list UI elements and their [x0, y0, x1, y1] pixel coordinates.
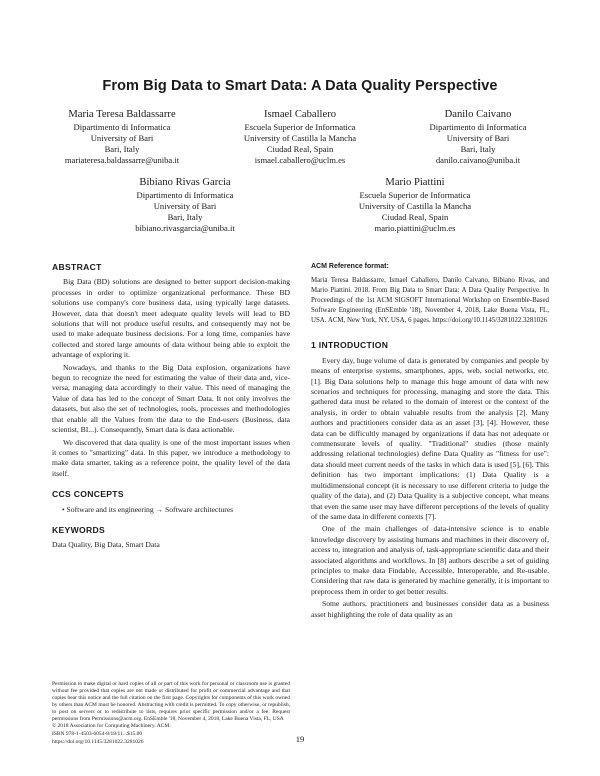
author-university: University of Bari: [446, 133, 510, 143]
author-block: [378, 108, 578, 166]
author-university: University of Bari: [153, 201, 217, 211]
author-affiliation: Dipartimento di Informatica: [136, 190, 234, 200]
author-block: [315, 176, 515, 234]
author-email[interactable]: mariateresa.baldassarre@uniba.it: [64, 155, 180, 165]
author-university: University of Castilla la Mancha: [243, 133, 357, 143]
doi-link[interactable]: https://doi.org/10.1145/3281022.3281026: [52, 739, 144, 746]
author-location: Bari, Italy: [167, 212, 203, 222]
author-university: University of Castilla la Mancha: [358, 201, 472, 211]
copyright-line: © 2018 Association for Computing Machinery. ACM.: [52, 723, 171, 730]
introduction-heading: 1 INTRODUCTION: [311, 340, 389, 351]
author-name: Mario Piattini: [385, 177, 445, 188]
introduction-paragraph: One of the main challenges of data-intensive science is to enable knowledge discovery by assisting humans and machines in their discovery of, access to, integration and analysis of, task-appropriate scientific data and their associated algorithms and workflows. In [8] authors describe a set of guiding principles to make data Findable, Accessible, Interoperable, and Re-usable. Considering that raw data is generated by machine generally, it is important to preprocess them in order to get better results.: [311, 524, 549, 596]
author-name: Danilo Caivano: [444, 109, 512, 120]
introduction-paragraph: Every day, huge volume of data is generated by companies and people by means of enterprise systems, smartphones, apps, web, social networks, etc. [1]. Big Data solutions help to manage this huge amount of data with new scenarios and techniques for processing, managing and store the data. This gathered data must be related to the domain of interest or the context of the analysis, in order to obtain valuable results from the analysis [2]. Many authors and practitioners consider data as an asset [3], [4]. However, these data can be difficultly managed by organizations if data has not adequate or commensurate levels of quality. "Traditional" studies (those mainly addressing relational technologies) define Data Quality as "fitness for use": data should meet current needs of the tasks in which data is used [5], [6]. This definition has two important implications: (1) Data Quality is a multidimensional concept (it is necessary to use different criteria to judge the quality of the data), and (2) Data Quality is a subjective concept, what means that even the same user may have different perceptions of the levels of quality of the same data in different contexts [7].: [311, 355, 549, 521]
author-block: [85, 176, 285, 234]
paper-title: From Big Data to Smart Data: A Data Quality Perspective: [102, 78, 498, 94]
author-affiliation: Dipartimento di Informatica: [429, 122, 527, 132]
ccs-item: • Software and its engineering → Software architectures: [62, 504, 234, 514]
abstract-paragraph: Big Data (BD) solutions are designed to better support decision-making processes in order to optimize organizational performance. These BD solutions use company's core business data, using typically large datasets. However, data that doesn't meet adequate quality levels will lead to BD solutions that will not produce useful results, and consequently may not be used to make adequate business decisions. For a long time, companies have collected and stored large amounts of data without being able to exploit the advantage of exploring it.: [52, 277, 290, 360]
left-column: [52, 262, 290, 553]
author-email[interactable]: bibiano.rivasgarcia@uniba.it: [135, 223, 235, 233]
author-affiliation: Escuela Superior de Informatica: [359, 190, 471, 200]
permission-text: Permission to make digital or hard copies of all or part of this work for personal or classroom use is granted without fee provided that copies are not made or distributed for profit or commercial advantage and that copies bear this notice and the full citation on the first page. Copyrights for components of this work owned by others than ACM must be honored. Abstracting with credit is permitted. To copy otherwise, or republish, to post on servers or to redistribute to lists, requires prior specific permission and/or a fee. Request permissions from Permissions@acm.org. EnSEmble '18, November 4, 2018, Lake Buena Vista, FL, USA: [52, 681, 290, 722]
author-name: Maria Teresa Baldassarre: [68, 109, 176, 120]
abstract-heading: ABSTRACT: [52, 262, 102, 272]
acm-reference-heading: ACM Reference format:: [311, 263, 389, 270]
author-location: Ciudad Real, Spain: [266, 144, 334, 154]
abstract-paragraph: We discovered that data quality is one of the most important issues when it comes to "smartizing" data. In this paper, we introduce a methodology to make data smarter, taking as a reference point, the quality level of the data itself.: [52, 437, 290, 478]
abstract-paragraph: Nowadays, and thanks to the Big Data explosion, organizations have begun to recognize the need for estimating the value of their data and, vice-versa, managing data accordingly to their value. This need of managing the Value of data has led to the concept of Smart Data. It not only involves the datasets, but also the set of technologies, tools, processes and methodologies that enable all the Values from the data to the End-users (Business, data scientist, BI...). Consequently, Smart data is data actionable.: [52, 362, 290, 435]
author-location: Bari, Italy: [104, 144, 140, 154]
author-name: Ismael Caballero: [263, 109, 337, 120]
author-email[interactable]: danilo.caivano@uniba.it: [435, 155, 521, 165]
author-university: University of Bari: [90, 133, 154, 143]
author-affiliation: Dipartimento di Informatica: [73, 122, 171, 132]
keywords-text: Data Quality, Big Data, Smart Data: [52, 540, 160, 550]
right-column: [311, 262, 549, 622]
author-affiliation: Escuela Superior de Informatica: [244, 122, 356, 132]
introduction-paragraph: Some authors, practitioners and businesses consider data as a business asset highlighting the role of data quality as an: [311, 599, 549, 619]
acm-reference-text: Maria Teresa Baldassarre, Ismael Caballero, Danilo Caivano, Bibiano Rivas, and Mario Piattini. 2018. From Big Data to Smart Data: A Data Quality Perspective. In Proceedings of the 1st ACM SIGSOFT International Workshop on Ensemble-Based Software Engineering (EnSEmble '18), November 4, 2018, Lake Buena Vista, FL, USA. ACM, New York, NY, USA, 6 pages. https://doi.org/10.1145/3281022.3281026: [311, 277, 549, 325]
author-block: [22, 108, 222, 166]
author-email[interactable]: mario.piattini@uclm.es: [374, 223, 456, 233]
ccs-heading: CCS CONCEPTS: [52, 489, 124, 500]
keywords-heading: KEYWORDS: [52, 524, 106, 535]
author-name: Bibiano Rivas Garcia: [139, 177, 231, 188]
author-email[interactable]: ismael.caballero@uclm.es: [254, 155, 346, 165]
isbn-line: ISBN 978-1-4503-6054-8/18/11...$15.00: [52, 731, 143, 738]
author-location: Ciudad Real, Spain: [381, 212, 449, 222]
page-number: 19: [295, 734, 305, 744]
author-block: [200, 108, 400, 166]
author-location: Bari, Italy: [460, 144, 496, 154]
